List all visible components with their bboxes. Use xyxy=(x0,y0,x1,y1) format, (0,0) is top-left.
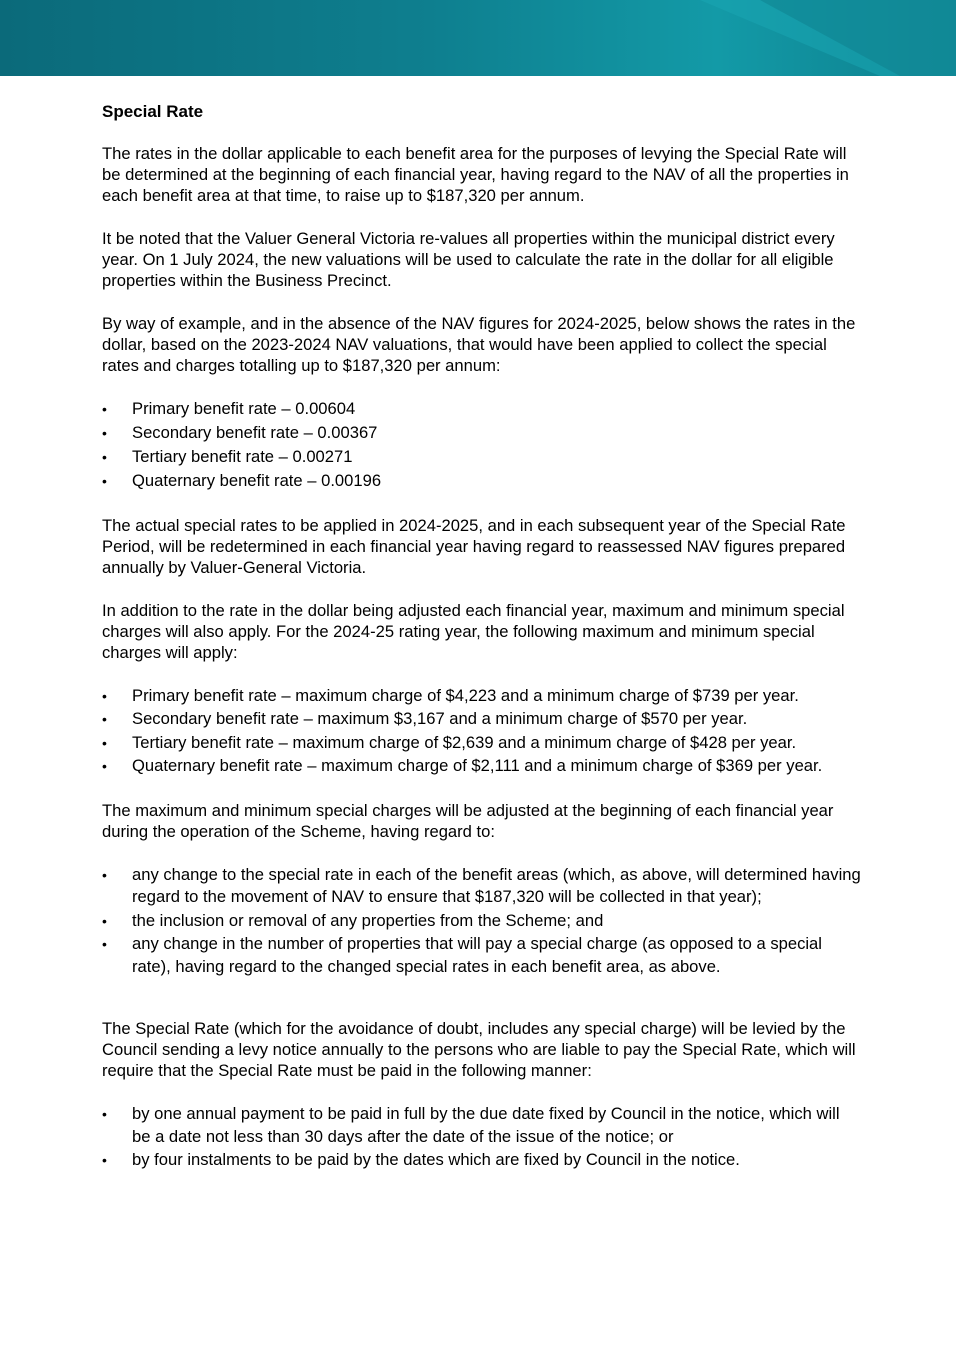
bullet-icon: • xyxy=(102,449,107,465)
list-item: • Quaternary benefit rate – maximum charge of $2,111 and a minimum charge of $369 per year. xyxy=(102,755,862,778)
paragraph-actual-rates: The actual special rates to be applied in 2024-2025, and in each subsequent year of the Special Rate Period, will be redetermined in each financial year having regard to reassessed NAV figures prepared annually by Valuer-General Victoria. xyxy=(102,515,846,577)
bullet-icon: • xyxy=(102,711,107,727)
section-heading: Special Rate xyxy=(102,102,204,121)
paragraph-example: By way of example, and in the absence of the NAV figures for 2024-2025, below shows the rates in the dollar, based on the 2023-2024 NAV valuations, that would have been applied to collect the special rates and charges totalling up to $187,320 per annum: xyxy=(102,314,856,375)
list-item: • the inclusion or removal of any properties from the Scheme; and xyxy=(102,910,862,933)
adjustment-list xyxy=(102,864,862,979)
document-body xyxy=(102,101,862,1194)
list-item: • Secondary benefit rate – maximum $3,167 and a minimum charge of $570 per year. xyxy=(102,708,862,731)
bullet-icon: • xyxy=(102,687,107,704)
bullet-icon: • xyxy=(102,1152,107,1168)
list-item: • Tertiary benefit rate – maximum charge of $2,639 and a minimum charge of $428 per year. xyxy=(102,732,862,755)
header-decoration xyxy=(0,0,956,76)
bullet-icon: • xyxy=(102,401,107,417)
rates-list xyxy=(102,398,862,493)
list-item: • any change to the special rate in each of the benefit areas (which, as above, will determined having regard to the movement of NAV to ensure that $187,320 will be collected in that year); xyxy=(102,864,861,906)
bullet-icon: • xyxy=(102,734,107,751)
header-banner xyxy=(0,0,956,76)
payment-list xyxy=(102,1103,862,1172)
bullet-icon: • xyxy=(102,425,107,441)
charges-list xyxy=(102,685,862,778)
bullet-icon: • xyxy=(102,936,107,952)
paragraph-valuation: It be noted that the Valuer General Victoria re-values all properties within the municipal district every year. On 1 July 2024, the new valuations will be used to calculate the rate in the dollar for all eligible properties within the Business Precinct. xyxy=(102,229,835,290)
bullet-icon: • xyxy=(102,912,107,929)
paragraph-adjustment: The maximum and minimum special charges will be adjusted at the beginning of each financial year during the operation of the Scheme, having regard to: xyxy=(102,800,834,841)
list-item: • any change in the number of properties that will pay a special charge (as opposed to a special rate), having regard to the changed special rates in each benefit area, as above. xyxy=(102,934,822,976)
bullet-icon: • xyxy=(102,473,107,489)
list-item: • Primary benefit rate – maximum charge of $4,223 and a minimum charge of $739 per year. xyxy=(102,685,862,708)
list-item: • by one annual payment to be paid in full by the due date fixed by Council in the notice, which will be a date not less than 30 days after the date of the issue of the notice; or xyxy=(102,1104,840,1146)
bullet-icon: • xyxy=(102,866,107,883)
paragraph-levy-notice: The Special Rate (which for the avoidance of doubt, includes any special charge) will be levied by the Council sending a levy notice annually to the persons who are liable to pay the Special Rate, which will require that the Special Rate must be paid in the following manner: xyxy=(102,1019,856,1080)
list-item: • Secondary benefit rate – 0.00367 xyxy=(102,422,862,445)
list-item: • Primary benefit rate – 0.00604 xyxy=(102,398,862,421)
bullet-icon: • xyxy=(102,758,107,774)
paragraph-min-max: In addition to the rate in the dollar being adjusted each financial year, maximum and minimum special charges will also apply. For the 2024-25 rating year, the following maximum and minimum special charges will apply: xyxy=(102,600,845,662)
bullet-icon: • xyxy=(102,1106,107,1122)
paragraph-rates-determination: The rates in the dollar applicable to each benefit area for the purposes of levying the Special Rate will be determined at the beginning of each financial year, having regard to the NAV of all the properties in each benefit area at that time, to raise up to $187,320 per annum. xyxy=(102,144,849,205)
list-item: • by four instalments to be paid by the dates which are fixed by Council in the notice. xyxy=(102,1149,862,1172)
list-item: • Quaternary benefit rate – 0.00196 xyxy=(102,470,862,493)
list-item: • Tertiary benefit rate – 0.00271 xyxy=(102,446,862,469)
